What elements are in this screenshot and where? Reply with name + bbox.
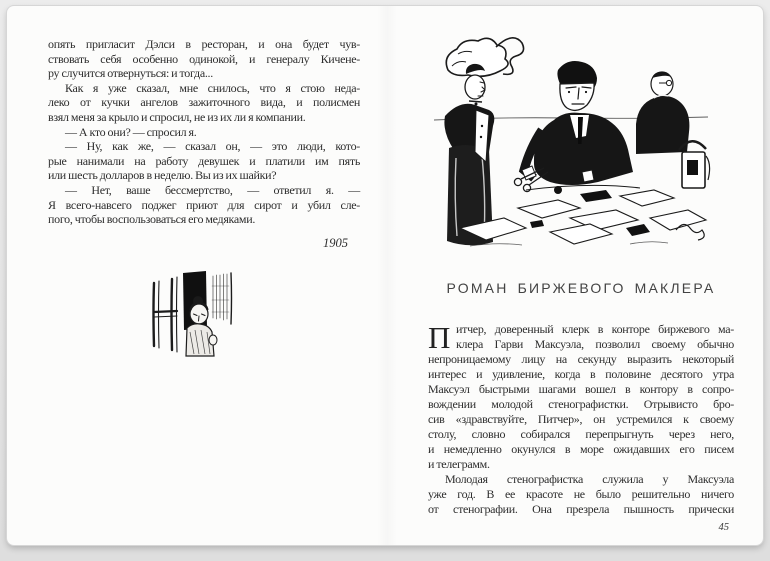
text-line: — А кто они? — спросил я.	[65, 124, 197, 139]
broker-office-illustration	[430, 30, 712, 254]
text-line: ру случится отвернуться: и тогда...	[48, 66, 213, 81]
text-line: Максуэл быстрыми шагами вошел в контору в сопро-	[428, 382, 734, 396]
text-line: опять пригласит Дэлси в ресторан, и она будет чув-	[48, 37, 360, 51]
text-line: вождении молодой стенографистки. Отрывисто бро-	[428, 397, 734, 411]
text-line: рые нанимали на работу девушек и платили им пять	[48, 153, 360, 168]
text-line: и телеграмм.	[428, 457, 490, 471]
text-line: взял меня за крыло и спросил, не из их ли я компании.	[48, 109, 306, 124]
text-line: столу, словно собирался перепрыгнуть через него,	[428, 427, 734, 441]
text-line: непроницаемому лицу на секунду выразить некоторый	[428, 352, 734, 366]
text-line: итчер, доверенный клерк в конторе биржевого ма-	[456, 322, 734, 336]
office-scene-icon	[430, 30, 712, 254]
right-page-text	[428, 322, 734, 517]
story-year: 1905	[323, 236, 348, 250]
doorway-sketch-icon	[143, 266, 241, 364]
left-page-text	[48, 37, 360, 227]
text-line: уже год. В ее красоте не было решительно ничего	[428, 487, 734, 501]
page-gutter	[377, 6, 397, 545]
text-line: или шесть долларов в неделю. Вы из их шайки?	[48, 168, 277, 183]
text-line: Как я уже сказал, мне снилось, что я стою неда-	[65, 80, 360, 95]
text-line: леко от кучки ангелов зажиточного вида, и полисмен	[48, 95, 360, 110]
text-line: от стенографии. Она презрела пышность прически	[428, 502, 734, 516]
text-line: клера Гарви Максуэла, позволил своему обычно	[456, 337, 734, 351]
text-line: пого, чтобы воспользоваться его медяками.	[48, 212, 256, 227]
text-line: интерес и удивление, когда в половине десятого утра	[428, 367, 734, 381]
dropcap-letter: П	[428, 320, 451, 355]
text-line: Я всего-навсего поджег приют для сирот и убил сле-	[48, 197, 360, 212]
woman-in-doorway-illustration	[143, 266, 241, 364]
right-page-lines	[428, 322, 734, 517]
text-line: сив «здравствуйте, Питчер», он устремился к своему	[428, 412, 734, 426]
page-number: 45	[718, 522, 729, 533]
book-spread	[7, 6, 763, 545]
text-line: Молодая стенографистка служила у Максуэла	[445, 472, 734, 486]
text-line: — Нет, ваше бессмертство, — ответил я. —	[65, 182, 360, 197]
text-line: — Ну, как же, — сказал он, — это люди, кото-	[65, 139, 360, 154]
text-line: и немедленно окунулся в море ожидавших его писем	[428, 442, 734, 456]
story-title: РОМАН БИРЖЕВОГО МАКЛЕРА	[446, 280, 716, 296]
text-line: ствовать себя особенно одинокой, и генералу Кичене-	[48, 51, 360, 66]
